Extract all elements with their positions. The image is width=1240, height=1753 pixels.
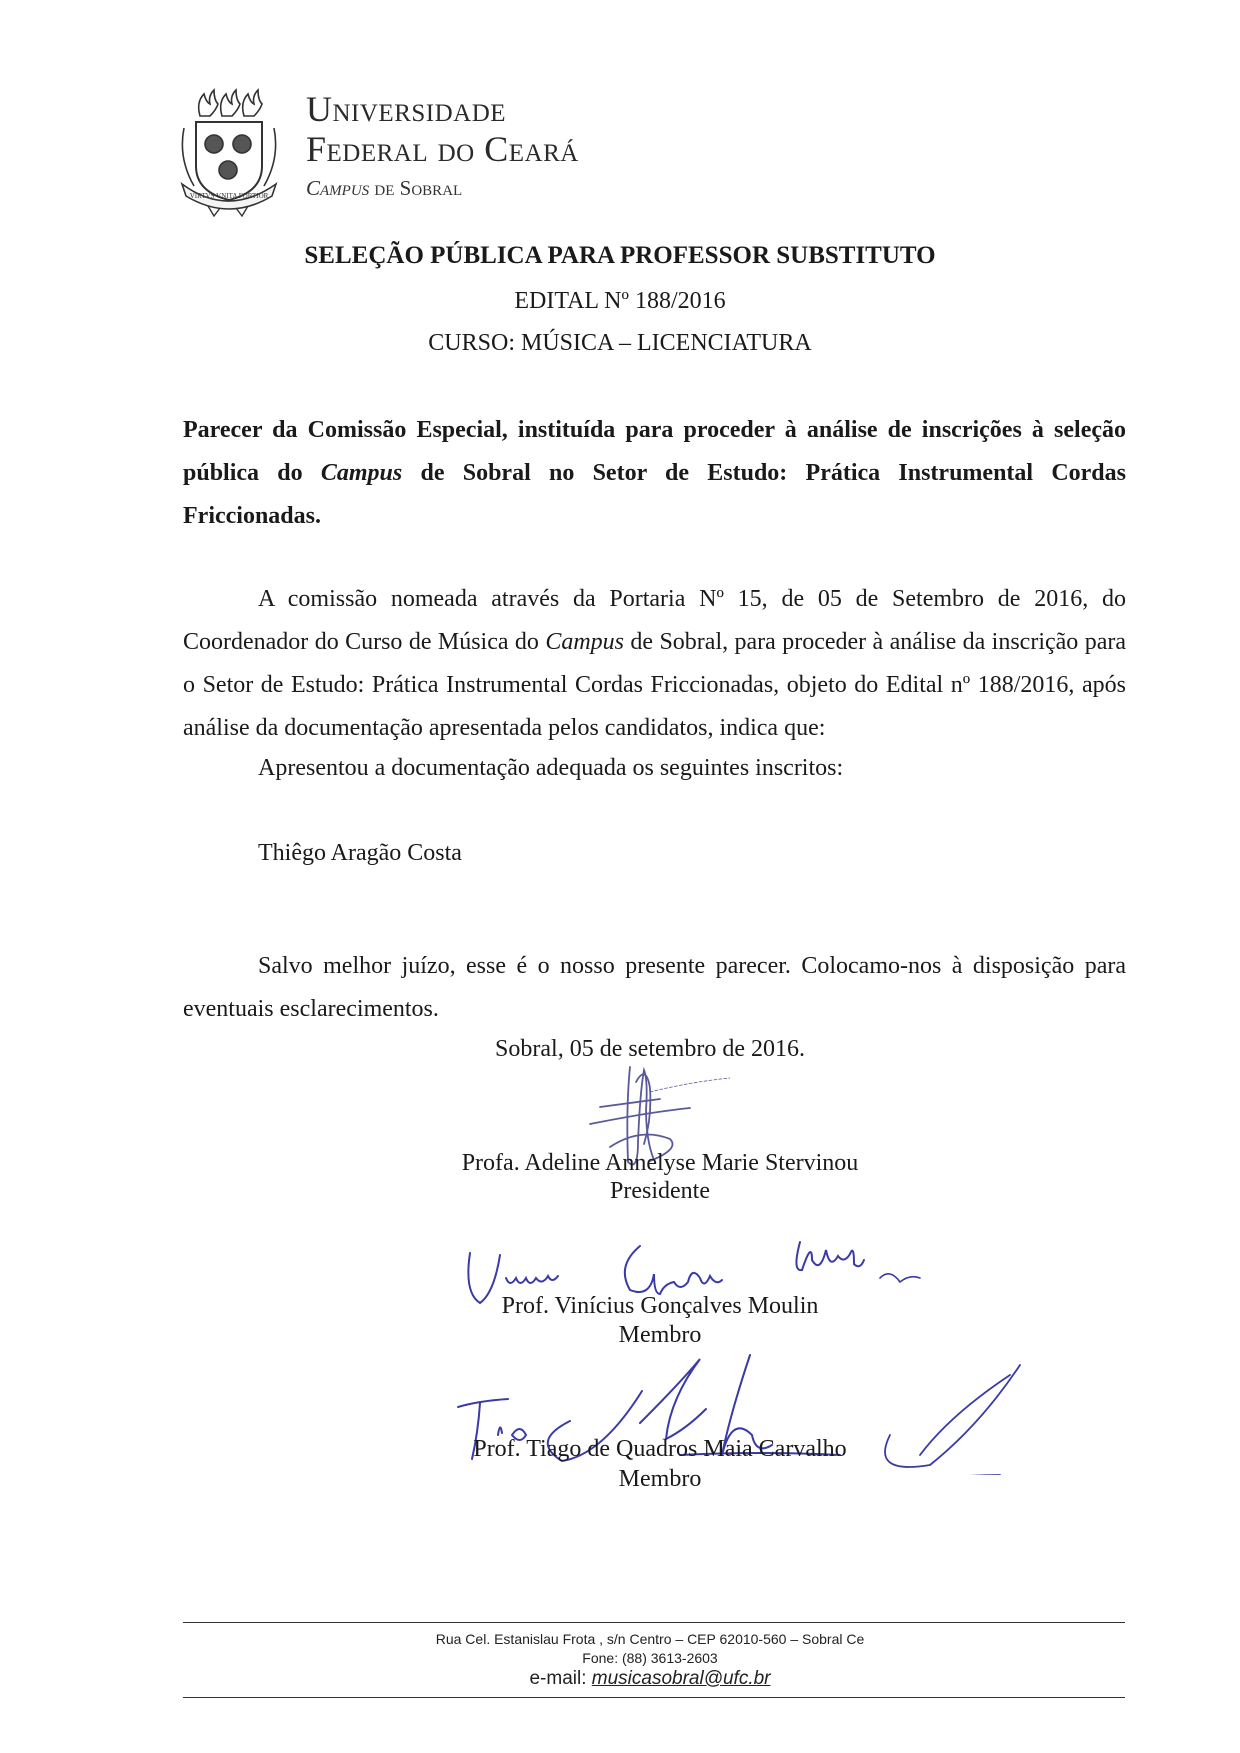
closing-paragraph: Salvo melhor juízo, esse é o nosso presente parecer. Colocamo-nos à disposição para eventuais esclarecimentos. bbox=[183, 953, 1126, 1022]
opinion-heading: Parecer da Comissão Especial, instituída para proceder à análise de inscrições à seleção pública do Campus de Sobral no Setor de Estudo: Prática Instrumental Cordas Friccionadas. bbox=[183, 417, 1126, 529]
signatory-3-name: Prof. Tiago de Quadros Maia Carvalho bbox=[473, 1436, 847, 1462]
svg-text:VIRTVS VNITA FORTIOR: VIRTVS VNITA FORTIOR bbox=[189, 192, 269, 200]
signatory-1-name: Profa. Adeline Annelyse Marie Stervinou bbox=[461, 1150, 859, 1176]
signatory-3-role: Membro bbox=[618, 1466, 702, 1492]
campus-name: Campus de Sobral bbox=[306, 176, 463, 200]
place-date: Sobral, 05 de setembro de 2016. bbox=[495, 1036, 805, 1062]
footer-address: Rua Cel. Estanislau Frota , s/n Centro – CEP 62010-560 – Sobral Ce bbox=[435, 1631, 865, 1647]
university-name-line2: Federal do Ceará bbox=[306, 129, 579, 169]
edital-number: EDITAL Nº 188/2016 bbox=[514, 288, 726, 314]
footer-bottom-rule bbox=[183, 1697, 1125, 1698]
course-name: CURSO: MÚSICA – LICENCIATURA bbox=[428, 330, 812, 356]
selection-title: SELEÇÃO PÚBLICA PARA PROFESSOR SUBSTITUTO bbox=[304, 242, 936, 269]
signatory-2-name: Prof. Vinícius Gonçalves Moulin bbox=[501, 1293, 819, 1319]
approved-intro: Apresentou a documentação adequada os seguintes inscritos: bbox=[258, 755, 844, 781]
university-name-line1: Universidade bbox=[306, 89, 507, 129]
commission-paragraph: A comissão nomeada através da Portaria Nº 15, de 05 de Setembro de 2016, do Coordenador do Curso de Música do Campus de Sobral, para proceder à análise da inscrição para o Setor de Estudo: Prática Instrumental Cordas Friccionadas, objeto do Edital nº 188/2016, após análise da documentação apresentada pelos candidatos, indica que: bbox=[183, 586, 1126, 741]
ufc-logo bbox=[178, 88, 280, 220]
candidate-name: Thiêgo Aragão Costa bbox=[258, 840, 462, 866]
signatory-2-role: Membro bbox=[618, 1322, 702, 1348]
signatory-1-role: Presidente bbox=[610, 1178, 710, 1204]
footer-email-line: e-mail: musicasobral@ufc.br bbox=[529, 1668, 771, 1689]
footer-phone: Fone: (88) 3613-2603 bbox=[582, 1650, 718, 1666]
footer-email-link[interactable]: musicasobral@ufc.br bbox=[591, 1668, 771, 1689]
footer-top-rule bbox=[183, 1622, 1125, 1623]
